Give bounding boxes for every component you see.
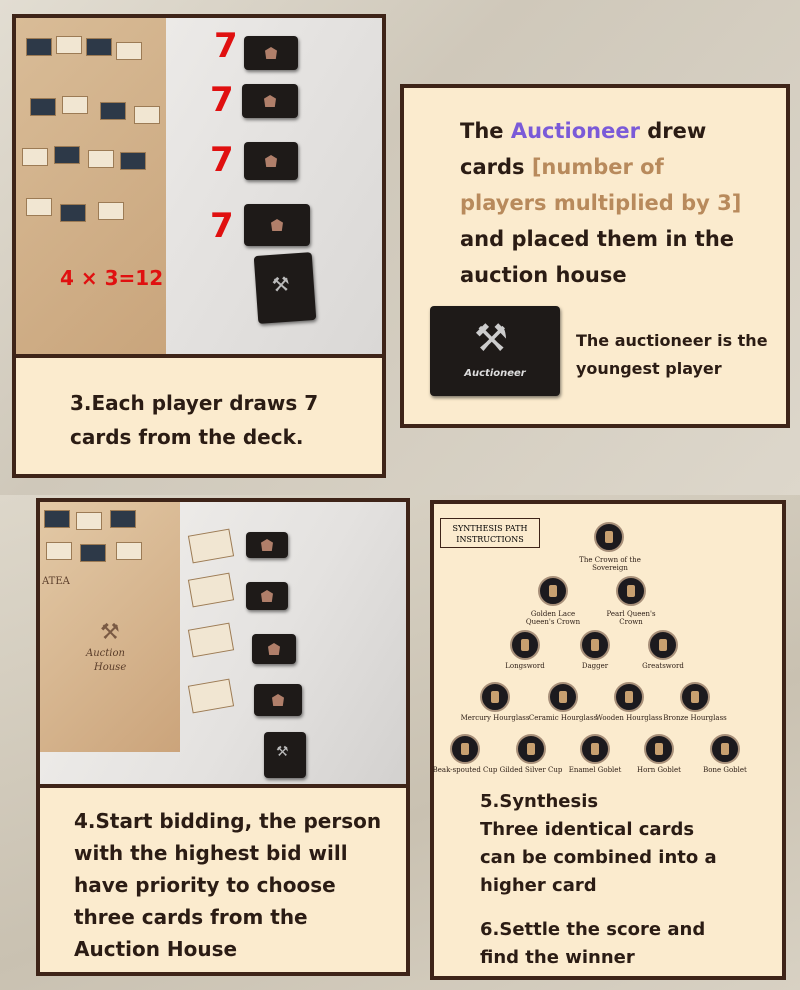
settle-line1: 6.Settle the score and	[480, 919, 706, 940]
mini-card	[100, 102, 126, 120]
auctioneer-card-label: Auctioneer	[464, 368, 526, 379]
mini-card	[62, 96, 88, 114]
player-mat	[16, 18, 166, 354]
mini-card	[88, 150, 114, 168]
step3-caption-line2: cards from the deck.	[70, 425, 304, 449]
tier5-label: Enamel Goblet	[568, 766, 622, 774]
crown-icon	[594, 522, 624, 552]
divider	[40, 784, 406, 788]
header-line2: INSTRUCTIONS	[456, 535, 524, 544]
hourglass-icon	[680, 682, 710, 712]
hand-card	[188, 623, 234, 658]
card-pile	[254, 684, 302, 716]
hand-card	[188, 573, 234, 608]
mini-card	[30, 98, 56, 116]
step4-caption-line5: Auction House	[74, 937, 238, 961]
board-label-2: House	[94, 662, 127, 673]
step4-panel	[36, 498, 410, 976]
board-label-1: Auction	[86, 648, 125, 659]
gavel-icon: ⚒	[276, 744, 289, 760]
mini-card	[76, 512, 102, 530]
card-pile	[244, 36, 298, 70]
auctioneer-panel	[400, 84, 790, 428]
formula-label: 4 × 3=12	[60, 266, 164, 290]
step4-caption-line4: three cards from the	[74, 905, 308, 929]
cup-icon	[516, 734, 546, 764]
sword-icon	[510, 630, 540, 660]
mini-card	[22, 148, 48, 166]
step4-caption-line3: have priority to choose	[74, 873, 336, 897]
hourglass-icon	[548, 682, 578, 712]
synthesis-header	[440, 518, 540, 548]
horn-icon	[644, 734, 674, 764]
auction-title-line	[460, 114, 706, 148]
hourglass-icon	[614, 682, 644, 712]
settle-line2: find the winner	[480, 947, 635, 968]
mini-card	[56, 36, 82, 54]
mini-card	[44, 510, 70, 528]
tier2-label: Golden Lace Queen's Crown	[525, 610, 581, 626]
mini-card	[134, 106, 160, 124]
crown-icon	[538, 576, 568, 606]
step4-photo	[40, 502, 406, 784]
tier4-label: Bronze Hourglass	[663, 714, 727, 722]
synthesis-desc-line2: can be combined into a	[480, 847, 717, 868]
hand-card	[188, 529, 234, 564]
auctioneer-card	[254, 252, 317, 324]
mini-card	[46, 542, 72, 560]
mini-card	[116, 542, 142, 560]
tier3-label: Dagger	[581, 662, 609, 670]
mini-card	[110, 510, 136, 528]
title-drew: drew	[647, 119, 707, 143]
auction-line-cards	[460, 150, 664, 184]
tier4-label: Wooden Hourglass	[595, 714, 663, 722]
cup-icon	[450, 734, 480, 764]
hand-card	[188, 679, 234, 714]
mini-card	[120, 152, 146, 170]
board-fragment: ATEA	[42, 576, 70, 587]
tier1-label: The Crown of the Sovereign	[579, 556, 641, 572]
count-label: 7	[210, 80, 234, 120]
card-pile	[244, 142, 298, 180]
word-cards: cards	[460, 155, 525, 179]
card-pile	[244, 204, 310, 246]
count-label: 7	[214, 26, 238, 66]
synthesis-desc-line3: higher card	[480, 875, 597, 896]
card-pile	[242, 84, 298, 118]
tier2-label: Pearl Queen's Crown	[606, 610, 656, 626]
tier5-label: Gilded Silver Cup	[499, 766, 563, 774]
step3-caption-line1: 3.Each player draws 7	[70, 391, 319, 415]
header-line1: SYNTHESIS PATH	[452, 524, 528, 533]
count-label: 7	[210, 140, 234, 180]
tier4-label: Ceramic Hourglass	[528, 714, 598, 722]
crown-icon	[616, 576, 646, 606]
gavel-icon: ⚒	[474, 316, 509, 360]
bracket-text-2: players multiplied by 3]	[460, 191, 742, 215]
auctioneer-note-line2: youngest player	[576, 359, 722, 378]
mini-card	[86, 38, 112, 56]
mini-card	[80, 544, 106, 562]
tier5-label: Beak-spouted Cup	[432, 766, 498, 774]
mini-card	[26, 38, 52, 56]
card-pile	[246, 582, 288, 610]
bracket-text-1: [number of	[531, 155, 664, 179]
sword-icon	[648, 630, 678, 660]
auctioneer-card	[264, 732, 306, 778]
dagger-icon	[580, 630, 610, 660]
step3-photo	[16, 18, 382, 354]
title-the: The	[460, 119, 504, 143]
goblet-icon	[580, 734, 610, 764]
auction-line-house: auction house	[460, 263, 627, 287]
step4-caption-line1: 4.Start bidding, the person	[74, 809, 382, 833]
mini-card	[98, 202, 124, 220]
synthesis-panel	[430, 500, 786, 980]
auctioneer-card-large	[430, 306, 560, 396]
synthesis-desc-line1: Three identical cards	[480, 819, 695, 840]
auction-line-placed: and placed them in the	[460, 227, 735, 251]
step4-caption-line2: with the highest bid will	[74, 841, 348, 865]
step3-panel	[12, 14, 386, 478]
tier3-label: Greatsword	[642, 662, 684, 670]
count-label: 7	[210, 206, 234, 246]
mini-card	[116, 42, 142, 60]
synthesis-title: 5.Synthesis	[480, 791, 599, 812]
tier5-label: Horn Goblet	[637, 766, 681, 774]
gavel-icon: ⚒	[270, 271, 291, 297]
divider	[16, 354, 382, 358]
mini-card	[60, 204, 86, 222]
auctioneer-note-line1: The auctioneer is the	[576, 331, 768, 350]
card-pile	[252, 634, 296, 664]
tier4-label: Mercury Hourglass	[460, 714, 530, 722]
tier5-label: Bone Goblet	[703, 766, 747, 774]
tier3-label: Longsword	[505, 662, 545, 670]
gavel-icon: ⚒	[100, 620, 120, 645]
title-auctioneer: Auctioneer	[510, 119, 640, 143]
card-pile	[246, 532, 288, 558]
hourglass-icon	[480, 682, 510, 712]
mini-card	[26, 198, 52, 216]
bone-goblet-icon	[710, 734, 740, 764]
mini-card	[54, 146, 80, 164]
